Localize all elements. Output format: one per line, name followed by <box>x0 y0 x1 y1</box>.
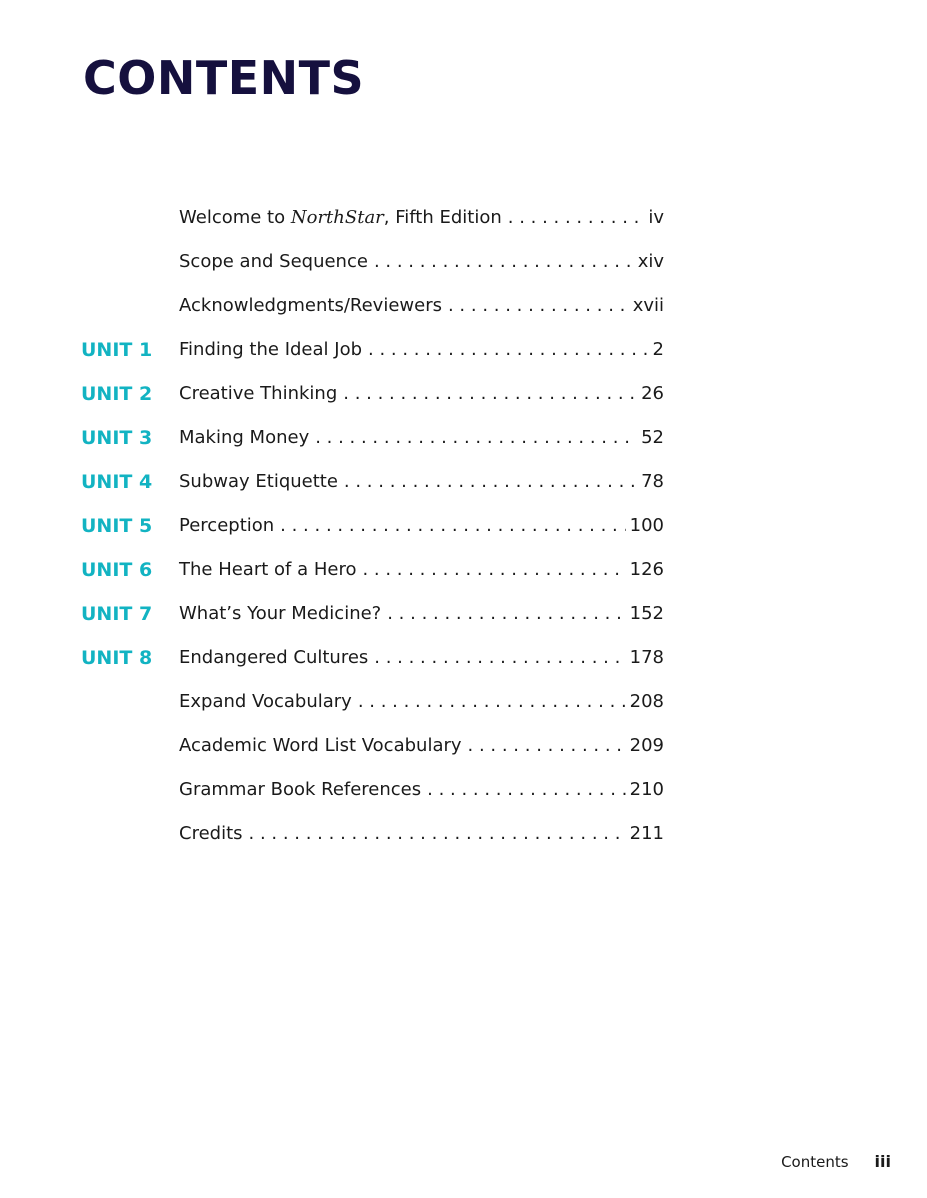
toc-entry <box>179 206 664 230</box>
toc-entry-unit-8[interactable] <box>0 636 927 680</box>
entry-title: Perception <box>179 515 275 536</box>
entry-title: Creative Thinking <box>179 383 338 404</box>
toc-entry <box>179 646 664 670</box>
dot-leader <box>249 822 626 846</box>
page-number: 26 <box>641 383 664 404</box>
dot-leader <box>448 294 629 318</box>
toc-entry-unit-1[interactable] <box>0 328 927 372</box>
entry-title: Subway Etiquette <box>179 471 338 492</box>
toc-entry-unit-3[interactable] <box>0 416 927 460</box>
dot-leader <box>374 250 634 274</box>
toc-entry-welcome[interactable] <box>0 196 927 240</box>
dot-leader <box>362 558 625 582</box>
toc-entry <box>179 338 664 362</box>
toc-entry-scope[interactable] <box>0 240 927 284</box>
toc-entry <box>179 734 664 758</box>
page-number: xiv <box>637 251 664 272</box>
page-number: iv <box>648 207 664 228</box>
dot-leader <box>468 734 626 758</box>
entry-title: What’s Your Medicine? <box>179 603 382 624</box>
entry-title: Acknowledgments/Reviewers <box>179 295 442 316</box>
entry-title: Making Money <box>179 427 310 448</box>
unit-label: UNIT 8 <box>81 647 153 669</box>
toc-entry <box>179 426 664 450</box>
page-number: 100 <box>629 515 664 536</box>
page-number: 126 <box>629 559 664 580</box>
toc-entry <box>179 294 664 318</box>
entry-title: Endangered Cultures <box>179 647 369 668</box>
toc-entry <box>179 602 664 626</box>
toc-entry <box>179 690 664 714</box>
toc-entry-academic-word-list[interactable] <box>0 724 927 768</box>
page-number: 78 <box>641 471 664 492</box>
entry-title: Welcome to NorthStar, Fifth Edition <box>179 207 502 228</box>
toc-entry-grammar-book-references[interactable] <box>0 768 927 812</box>
page-number: xvii <box>632 295 664 316</box>
toc-entry <box>179 558 664 582</box>
page-number: 152 <box>629 603 664 624</box>
toc-entry-expand-vocabulary[interactable] <box>0 680 927 724</box>
dot-leader <box>343 382 637 406</box>
page-number: 178 <box>629 647 664 668</box>
entry-title: Credits <box>179 823 243 844</box>
entry-title: Grammar Book References <box>179 779 422 800</box>
entry-title: Expand Vocabulary <box>179 691 352 712</box>
toc-entry <box>179 470 664 494</box>
page-number: 52 <box>641 427 664 448</box>
toc-entry-unit-4[interactable] <box>0 460 927 504</box>
dot-leader <box>427 778 626 802</box>
dot-leader <box>368 338 649 362</box>
dot-leader <box>344 470 637 494</box>
unit-label: UNIT 7 <box>81 603 153 625</box>
page-title: CONTENTS <box>83 51 365 105</box>
page-number: 2 <box>652 339 664 360</box>
toc-entry <box>179 250 664 274</box>
footer-page-number: iii <box>874 1152 891 1171</box>
dot-leader <box>374 646 625 670</box>
page-number: 211 <box>629 823 664 844</box>
unit-label: UNIT 4 <box>81 471 153 493</box>
unit-label: UNIT 1 <box>81 339 153 361</box>
dot-leader <box>508 206 645 230</box>
entry-title: The Heart of a Hero <box>179 559 357 580</box>
footer-section-label: Contents <box>781 1153 849 1171</box>
table-of-contents <box>0 196 927 856</box>
page-number: 209 <box>629 735 664 756</box>
toc-entry-unit-2[interactable] <box>0 372 927 416</box>
book-title-italic: NorthStar <box>290 207 384 228</box>
toc-entry <box>179 822 664 846</box>
toc-entry-unit-5[interactable] <box>0 504 927 548</box>
toc-entry-unit-6[interactable] <box>0 548 927 592</box>
toc-entry-acknowledgments[interactable] <box>0 284 927 328</box>
entry-title: Scope and Sequence <box>179 251 368 272</box>
unit-label: UNIT 6 <box>81 559 153 581</box>
unit-label: UNIT 5 <box>81 515 153 537</box>
entry-title: Finding the Ideal Job <box>179 339 363 360</box>
unit-label: UNIT 3 <box>81 427 153 449</box>
toc-entry <box>179 514 664 538</box>
page-footer <box>781 1152 891 1171</box>
toc-entry <box>179 778 664 802</box>
dot-leader <box>315 426 637 450</box>
dot-leader <box>387 602 625 626</box>
toc-entry-credits[interactable] <box>0 812 927 856</box>
unit-label: UNIT 2 <box>81 383 153 405</box>
page-number: 210 <box>629 779 664 800</box>
dot-leader <box>280 514 625 538</box>
toc-entry-unit-7[interactable] <box>0 592 927 636</box>
page-number: 208 <box>629 691 664 712</box>
toc-entry <box>179 382 664 406</box>
entry-title: Academic Word List Vocabulary <box>179 735 462 756</box>
dot-leader <box>358 690 626 714</box>
